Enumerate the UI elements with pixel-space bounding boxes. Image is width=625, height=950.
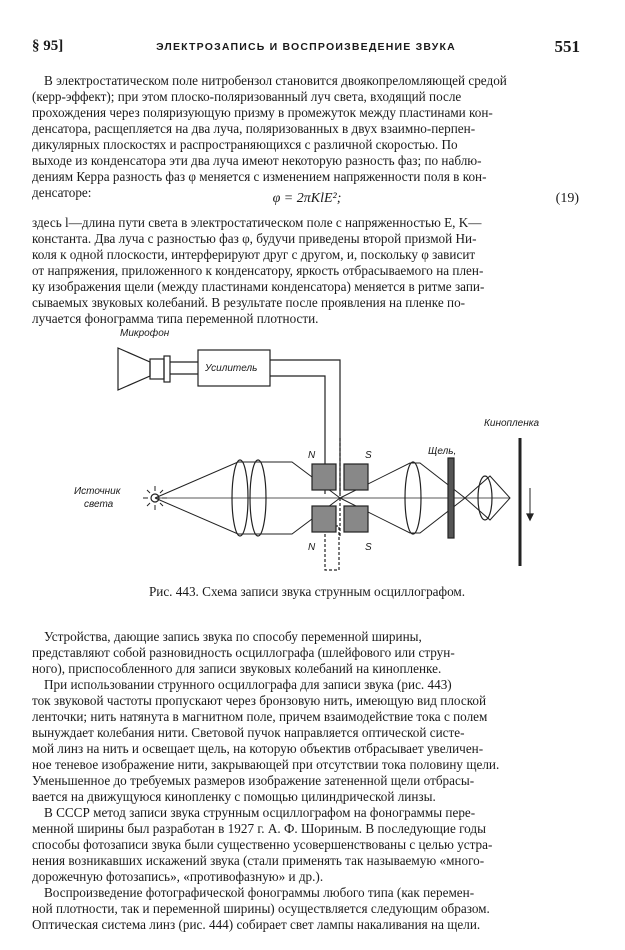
text-line: ное теневое изображение нити, закрывающей при отсутствии тока половину щели. [32, 757, 500, 772]
text-line: нения возникавших искажений звука (стали применять так называемую «много- [32, 853, 485, 868]
label-slit: Щель, [428, 446, 457, 457]
paragraph-kerr-effect [32, 73, 582, 201]
text-line: способы фотозаписи звука были существенно усовершенствованы с целью устра- [32, 837, 493, 852]
formula-number: (19) [555, 191, 579, 206]
label-film: Кинопленка [484, 418, 540, 429]
text-line: вынуждает колебания нити. Световой пучок направляется оптической систе- [32, 725, 465, 740]
text-line: ного), приспособленного для записи звуковых колебаний на кинопленке. [32, 661, 442, 676]
text-line: менной ширины был разработан в 1927 г. А. Ф. Шориным. В последующие годы [32, 821, 486, 836]
text-line: мой линз на нить и освещает щель, на которую объектив отбрасывает увеличен- [32, 741, 484, 756]
text-line: здесь l—длина пути света в электростатическом поле с напряженностью E, K— [32, 215, 482, 230]
label-pole-s-bottom: S [365, 542, 372, 553]
text-line: Воспроизведение фотографической фонограммы любого типа (как перемен- [44, 885, 475, 900]
text-line: вается на движущуюся кинопленку с помощью цилиндрической линзы. [32, 789, 436, 804]
text-line: (керр-эффект); при этом плоско-поляризованный луч света, входящий после [32, 89, 462, 104]
microphone-body [150, 359, 164, 379]
page-number: 551 [554, 37, 580, 56]
text-line: В электростатическом поле нитробензол становится двоякопреломляющей средой [44, 73, 507, 88]
text-line: от напряжения, приложенного к конденсатору, яркость отбрасываемого на плен- [32, 263, 484, 278]
label-microphone: Микрофон [120, 328, 170, 339]
pole-n-top [312, 464, 336, 490]
text-line: прохождения через поляризующую призму в промежуток между пластинами кон- [32, 105, 493, 120]
label-pole-s-top: S [365, 450, 372, 461]
text-line: ленточки; нить натянута в магнитном поле, причем взаимодействие тока с полем [32, 709, 488, 724]
text-line: константа. Два луча с разностью фаз φ, будучи приведены второй призмой Ни- [32, 231, 477, 246]
label-amplifier: Усилитель [205, 363, 258, 374]
pole-s-top [344, 464, 368, 490]
text-line: дениям Керра разность фаз φ меняется с изменением напряженности поля в кон- [32, 169, 487, 184]
text-line: При использовании струнного осциллографа для записи звука (рис. 443) [44, 677, 452, 692]
text-line: денсаторе: [32, 185, 92, 200]
section-number: § 95] [32, 38, 64, 54]
pole-n-bottom [312, 506, 336, 532]
text-line: Устройства, дающие запись звука по способу переменной ширины, [44, 629, 422, 644]
formula-text: φ = 2πKlE²; [272, 191, 342, 206]
text-line: Уменьшенное до требуемых размеров изображение затененной щели отбрасы- [32, 773, 475, 788]
pole-s-bottom [344, 506, 368, 532]
text-line: сываемых звуковых колебаний. В результате после проявления на пленке по- [32, 295, 466, 310]
figure-caption: Рис. 443. Схема записи звука струнным осциллографом. [148, 584, 466, 599]
running-title: ЭЛЕКТРОЗАПИСЬ И ВОСПРОИЗВЕДЕНИЕ ЗВУКА [156, 41, 456, 53]
paragraph-kerr-explanation [32, 215, 582, 327]
label-source-2: света [84, 499, 114, 510]
formula-19 [32, 191, 582, 209]
slit [448, 458, 454, 538]
label-pole-n-bottom: N [308, 542, 316, 553]
page-header [32, 38, 580, 58]
text-line: представляют собой разновидность осциллографа (шлейфового или струн- [32, 645, 455, 660]
microphone-horn [118, 348, 150, 390]
text-line: В СССР метод записи звука струнным осциллографом на фонограммы пере- [44, 805, 476, 820]
text-line: денсатора, расщепляется на два луча, поляризованных в двух взаимно-перпен- [32, 121, 476, 136]
paragraph-variable-width [32, 629, 582, 933]
text-line: дикулярных плоскостях и распространяющихся с различной скоростью. По [32, 137, 458, 152]
text-line: дорожечную фотозапись», «противофазную» и др.). [32, 869, 324, 884]
label-source-1: Источник [74, 486, 121, 497]
text-line: лучается фонограмма типа переменной плотности. [32, 311, 319, 326]
label-pole-n-top: N [308, 450, 316, 461]
figure-443-diagram [60, 326, 565, 578]
text-line: ной плотности, так и переменной ширины) осуществляется следующим образом. [32, 901, 490, 916]
text-line: коля к одной плоскости, интерферируют друг с другом, и, поскольку φ зависит [32, 247, 476, 262]
microphone-clamp [164, 356, 170, 382]
text-line: ку изображения щели (между пластинами конденсатора) меняется в ритме запи- [32, 279, 485, 294]
text-line: Оптическая система линз (рис. 444) собирает свет лампы накаливания на щели. [32, 917, 481, 932]
text-line: выходе из конденсатора эти два луча имеют некоторую разность фаз; по наблю- [32, 153, 482, 168]
text-line: ток звуковой частоты пропускают через бронзовую нить, имеющую вид плоской [32, 693, 487, 708]
